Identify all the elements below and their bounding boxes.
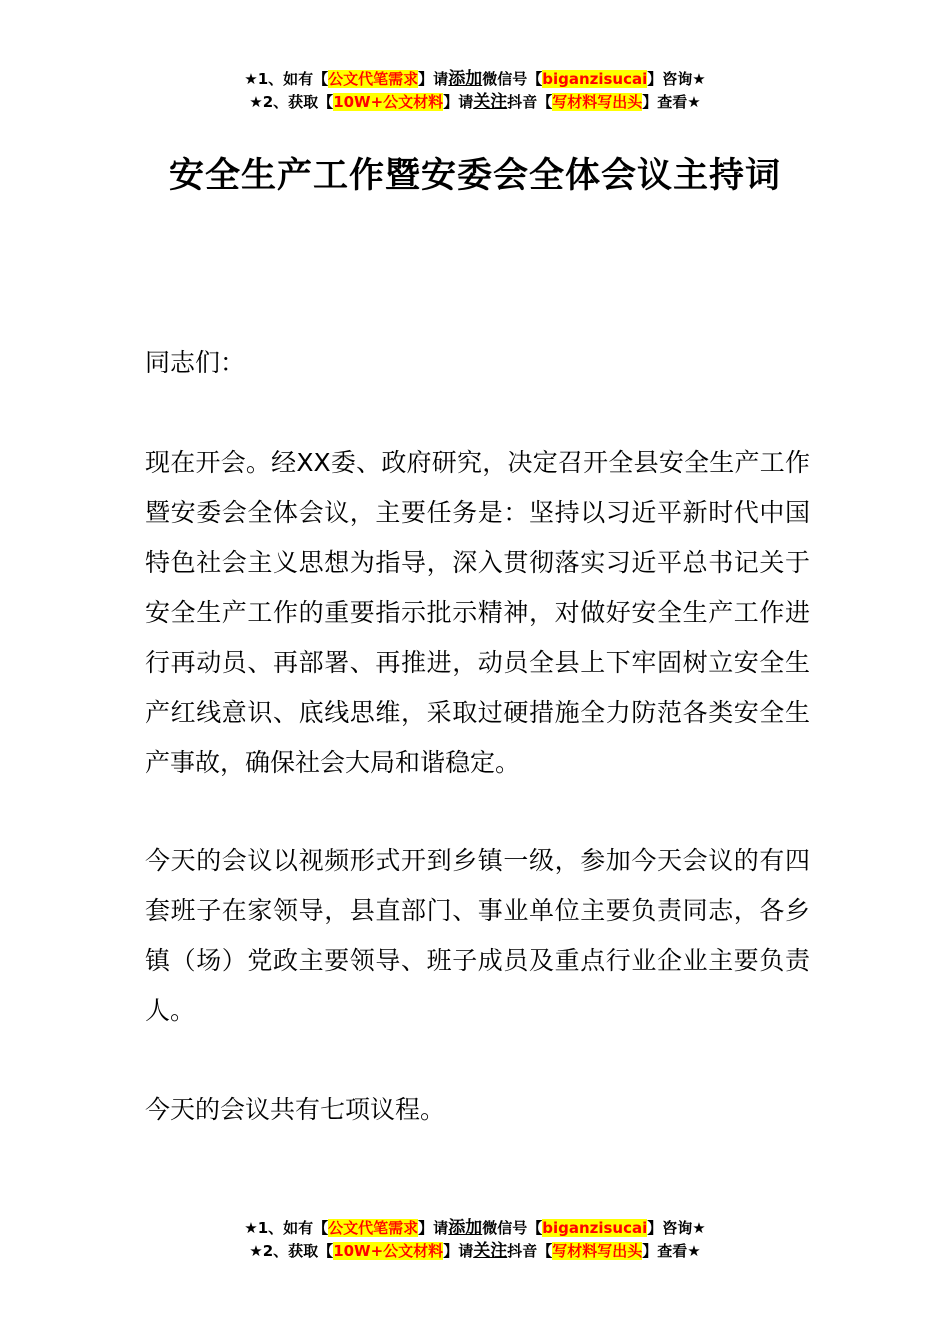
- paragraph-opening: 现在开会。经XX委、政府研究，决定召开全县安全生产工作暨安委会全体会议，主要任务是：坚持以习近平新时代中国特色社会主义思想为指导，深入贯彻落实习近平总书记关于安全生产工作的重要指示批示精神，对做好安全生产工作进行再动员、再部署、再推进，动员全县上下牢固树立安全生产红线意识、底线思维，采取过硬措施全力防范各类安全生产事故，确保社会大局和谐稳定。: [145, 448, 810, 777]
- paragraph-agenda: 今天的会议共有七项议程。: [145, 1095, 446, 1124]
- star-icon: ★: [687, 1242, 701, 1260]
- highlight-materials: 10W+公文材料: [333, 1242, 444, 1260]
- greeting: 同志们：: [145, 348, 246, 377]
- footer-banner: [0, 1217, 950, 1263]
- star-icon: ★: [244, 1219, 258, 1237]
- star-icon: ★: [249, 93, 263, 111]
- highlight-wechat-id: biganzisucai: [542, 70, 648, 88]
- star-icon: ★: [687, 93, 701, 111]
- star-icon: ★: [249, 1242, 263, 1260]
- star-icon: ★: [244, 70, 258, 88]
- banner-line-1: ★1、如有【公文代笔需求】请添加微信号【biganzisucai】咨询★: [244, 69, 706, 89]
- document-title: 安全生产工作暨安委会全体会议主持词: [168, 156, 781, 196]
- banner-line-2: ★2、获取【10W+公文材料】请关注抖音【写材料写出头】查看★: [249, 92, 701, 112]
- highlight-service: 公文代笔需求: [328, 70, 419, 88]
- highlight-materials: 10W+公文材料: [333, 93, 444, 111]
- banner-line-1: ★1、如有【公文代笔需求】请添加微信号【biganzisucai】咨询★: [244, 1218, 706, 1238]
- highlight-douyin-id: 写材料写出头: [552, 1242, 643, 1260]
- star-icon: ★: [692, 1219, 706, 1237]
- highlight-douyin-id: 写材料写出头: [552, 93, 643, 111]
- highlight-wechat-id: biganzisucai: [542, 1219, 648, 1237]
- paragraph-attendees: 今天的会议以视频形式开到乡镇一级，参加今天会议的有四套班子在家领导，县直部门、事业单位主要负责同志，各乡镇（场）党政主要领导、班子成员及重点行业企业主要负责人。: [145, 846, 810, 1025]
- header-banner: [0, 68, 950, 114]
- star-icon: ★: [692, 70, 706, 88]
- highlight-service: 公文代笔需求: [328, 1219, 419, 1237]
- banner-line-2: ★2、获取【10W+公文材料】请关注抖音【写材料写出头】查看★: [249, 1241, 701, 1261]
